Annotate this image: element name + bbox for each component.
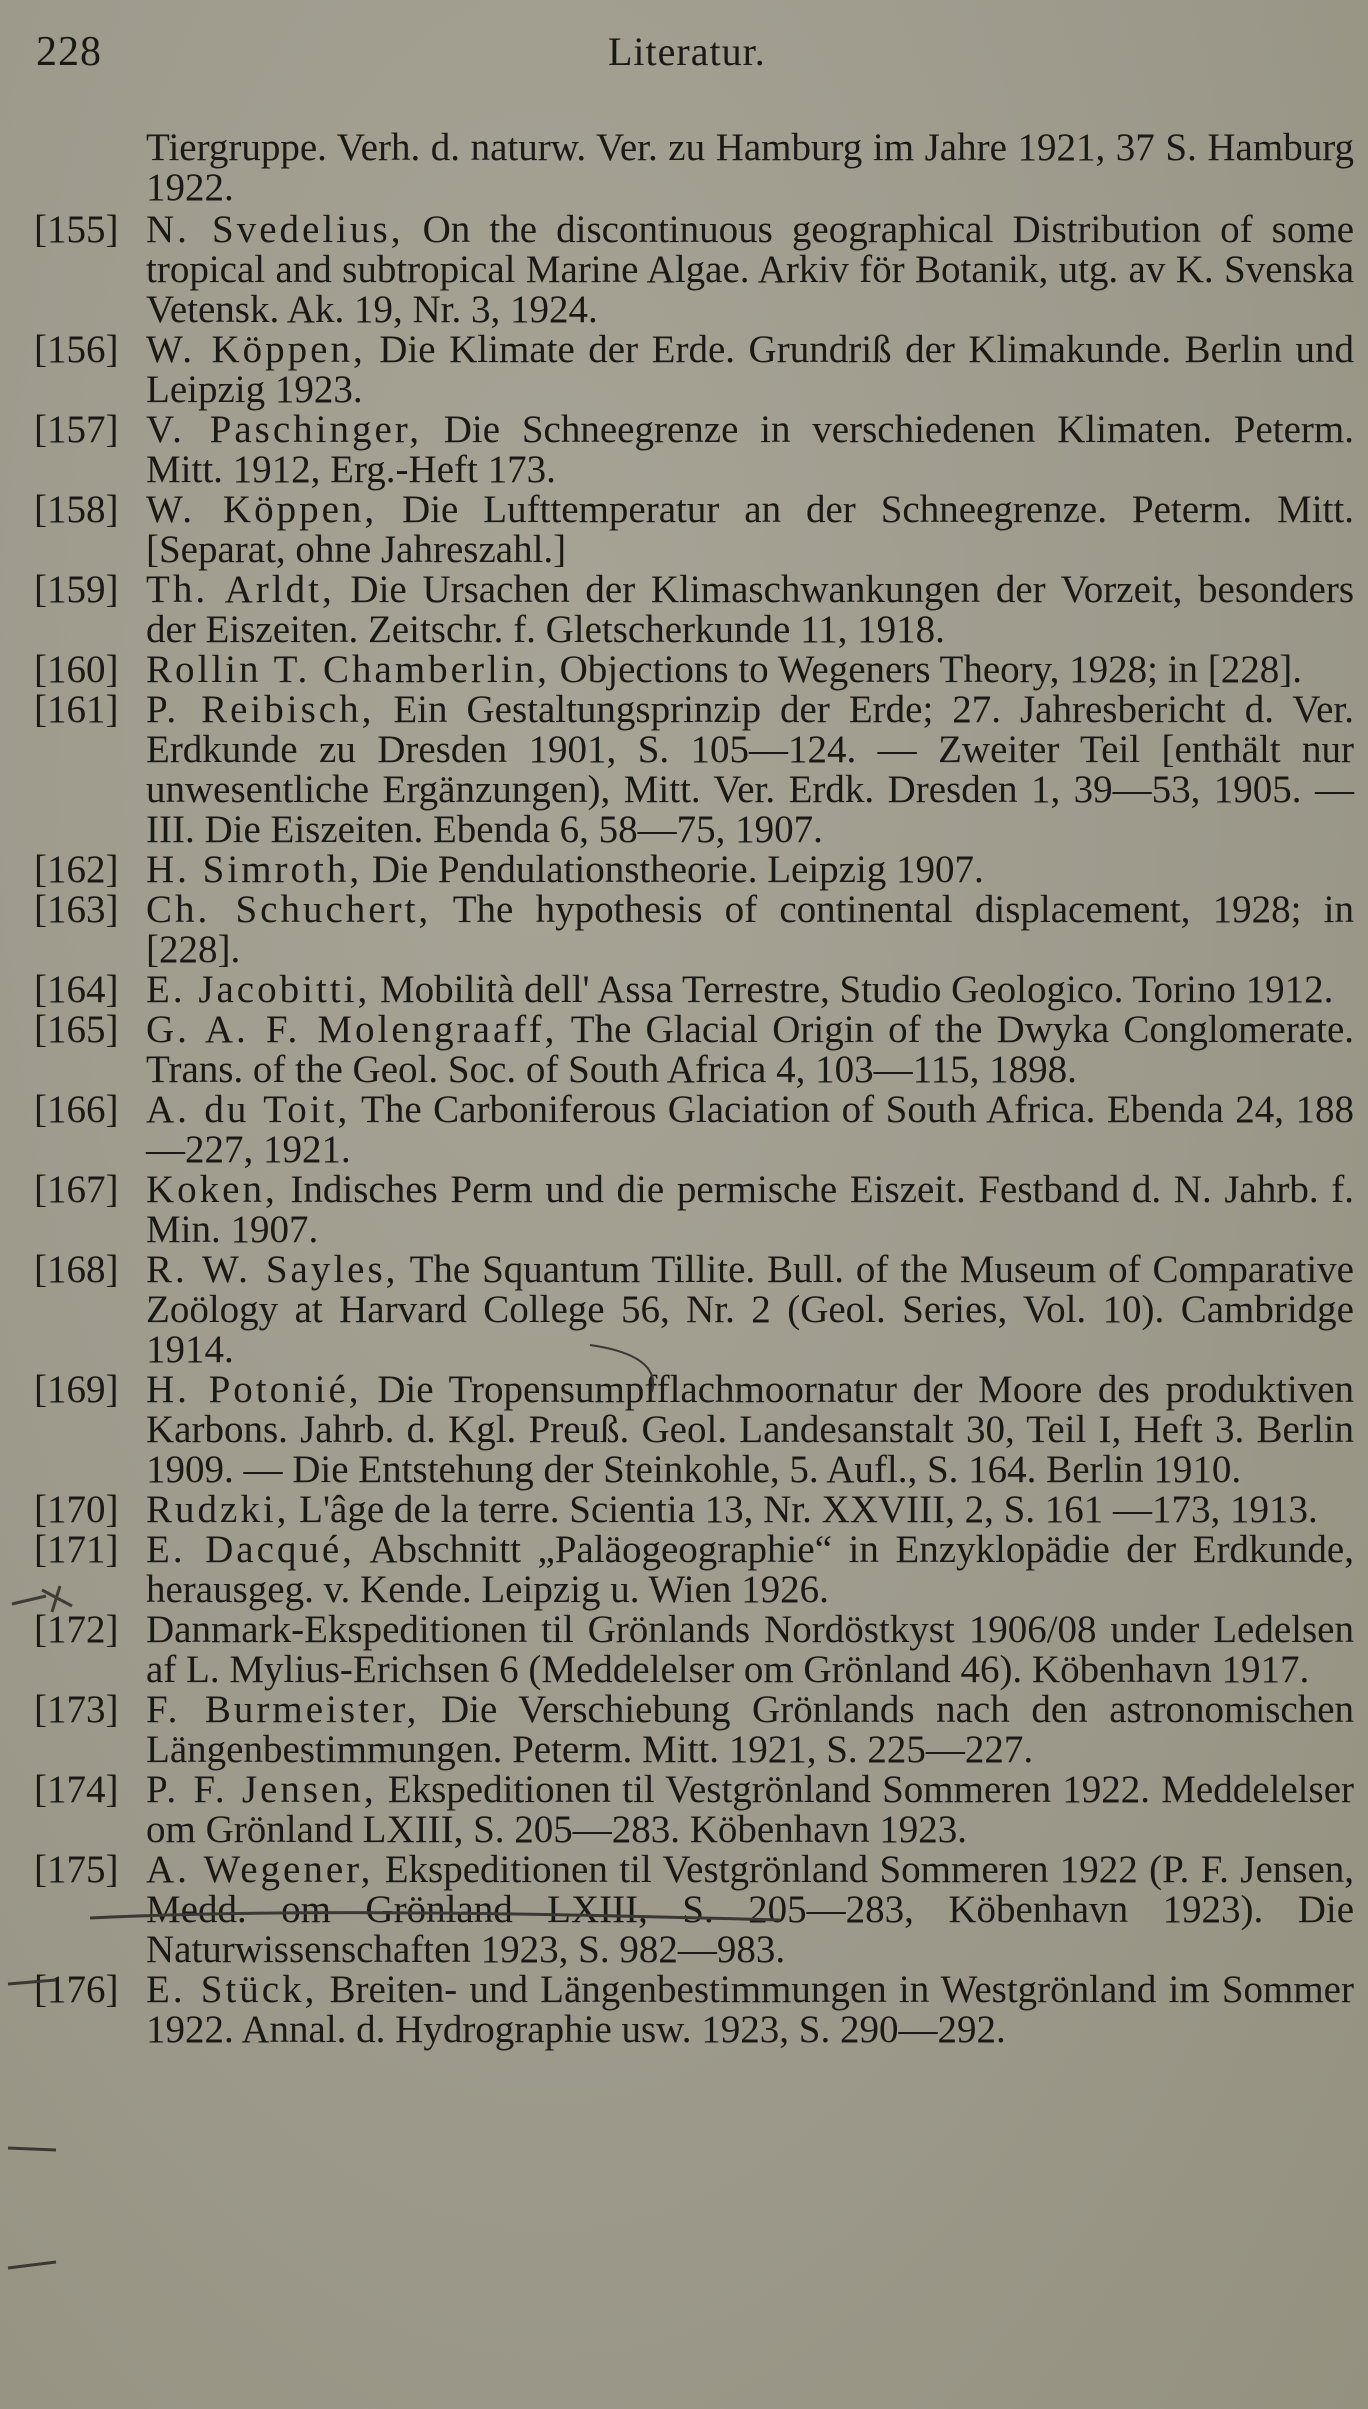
reference-number: [158]	[34, 488, 119, 531]
running-title: Literatur.	[608, 29, 766, 74]
reference-text: Objections to Wegeners Theory, 1928; in [228].	[559, 648, 1303, 691]
reference-author: W. Köppen,	[146, 328, 366, 371]
reference-author: G. A. F. Molengraaff,	[146, 1008, 558, 1051]
reference-entry-160	[0, 650, 1354, 690]
reference-entry-155	[0, 210, 1354, 330]
reference-number: [167]	[34, 1168, 119, 1211]
pencil-bracket-176	[8, 2262, 56, 2268]
reference-entry-173	[0, 1690, 1354, 1770]
reference-entry-162	[0, 850, 1354, 890]
reference-list	[0, 128, 1368, 2050]
reference-text: The Carboniferous Glaciation of South Africa. Ebenda 24, 188—227, 1921.	[146, 1088, 1355, 1171]
reference-text: On the discontinuous geographical Distribution of some tropical and subtropical Marine Algae. Arkiv för Botanik, utg. av K. Svenska Vetensk. Ak. 19, Nr. 3, 1924.	[146, 208, 1355, 331]
reference-text: Die Ursachen der Klimaschwankungen der Vorzeit, besonders der Eiszeiten. Zeitschr. f. Gletscherkunde 11, 1918.	[146, 568, 1355, 651]
reference-entry-156	[0, 330, 1354, 410]
reference-entry-174	[0, 1770, 1354, 1850]
reference-entry-176	[0, 1970, 1354, 2050]
reference-author: P. Reibisch,	[146, 688, 375, 731]
reference-author: A. Wegener,	[146, 1848, 374, 1891]
reference-text: Die Klimate der Erde. Grundriß der Klimakunde. Berlin und Leipzig 1923.	[146, 328, 1354, 411]
reference-number: [161]	[34, 688, 119, 731]
reference-number: [155]	[34, 208, 119, 251]
reference-author: E. Stück,	[146, 1968, 318, 2011]
reference-number: [165]	[34, 1008, 119, 1051]
reference-author: Koken,	[146, 1168, 278, 1211]
reference-text: Die Verschiebung Grönlands nach den astronomischen Längenbestimmungen. Peterm. Mitt. 1921, S. 225—227.	[146, 1688, 1355, 1771]
reference-entry-175	[0, 1850, 1354, 1970]
reference-text: Die Tropensumpfflachmoornatur der Moore des produktiven Karbons. Jahrb. d. Kgl. Preuß. Geol. Landesanstalt 30, Teil I, Heft 3. Berlin 1909. — Die Entstehung der Steinkohle, 5. Aufl., S. 164. Berlin 1910.	[146, 1368, 1355, 1491]
reference-text: The hypothesis of continental displacement, 1928; in [228].	[146, 888, 1354, 971]
reference-author: F. Burmeister,	[146, 1688, 420, 1731]
reference-text: The Glacial Origin of the Dwyka Conglomerate. Trans. of the Geol. Soc. of South Africa 4, 103—115, 1898.	[146, 1008, 1355, 1091]
reference-text: Breiten- und Längenbestimmungen in Westgrönland im Sommer 1922. Annal. d. Hydrographie usw. 1923, S. 290—292.	[146, 1968, 1354, 2051]
reference-text: Die Schneegrenze in verschiedenen Klimaten. Peterm. Mitt. 1912, Erg.-Heft 173.	[146, 408, 1354, 491]
reference-number: [169]	[34, 1368, 119, 1411]
reference-number: [160]	[34, 648, 119, 691]
reference-number: [173]	[34, 1688, 119, 1731]
reference-text: Abschnitt „Paläogeographie“ in Enzyklopädie der Erdkunde, herausgeg. v. Kende. Leipzig u. Wien 1926.	[146, 1528, 1354, 1611]
reference-number: [164]	[34, 968, 119, 1011]
reference-number: [162]	[34, 848, 119, 891]
reference-author: Ch. Schuchert,	[146, 888, 432, 931]
reference-author: V. Paschinger,	[146, 408, 422, 451]
reference-author: P. F. Jensen,	[146, 1768, 377, 1811]
reference-text: Indisches Perm und die permische Eiszeit. Festband d. N. Jahrb. f. Min. 1907.	[146, 1168, 1355, 1251]
reference-entry-168	[0, 1250, 1354, 1370]
reference-text: Ekspeditionen til Vestgrönland Sommeren 1922 (P. F. Jensen, Medd. om Grönland LXIII, S. 205—283, Köbenhavn 1923). Die Naturwissenschaften 1923, S. 982—983.	[146, 1848, 1355, 1971]
reference-author: Rudzki,	[146, 1488, 290, 1531]
reference-author: H. Potonié,	[146, 1368, 362, 1411]
reference-number: [170]	[34, 1488, 119, 1531]
reference-entry-164	[0, 970, 1354, 1010]
reference-entry-171	[0, 1530, 1354, 1610]
pencil-bracket-175	[8, 2148, 56, 2150]
reference-number: [176]	[34, 1968, 119, 2011]
reference-number: [166]	[34, 1088, 119, 1131]
reference-number: [163]	[34, 888, 119, 931]
reference-text: Die Lufttemperatur an der Schneegrenze. Peterm. Mitt. [Separat, ohne Jahreszahl.]	[146, 488, 1354, 571]
reference-entry-165	[0, 1010, 1354, 1090]
reference-entry-161	[0, 690, 1354, 850]
reference-text: Danmark-Ekspeditionen til Grönlands Nordöstkyst 1906/08 under Ledelsen af L. Mylius-Erichsen 6 (Meddelelser om Grönland 46). Köbenhavn 1917.	[146, 1608, 1354, 1691]
reference-number: [171]	[34, 1528, 119, 1571]
reference-entry-172	[0, 1610, 1354, 1690]
reference-author: A. du Toit,	[146, 1088, 351, 1131]
reference-entry-170	[0, 1490, 1354, 1530]
reference-author: E. Jacobitti,	[146, 968, 371, 1011]
page-number: 228	[36, 29, 102, 75]
reference-continuation: Tiergruppe. Verh. d. naturw. Ver. zu Hamburg im Jahre 1921, 37 S. Hamburg 1922.	[146, 126, 1354, 209]
reference-text: Ekspeditionen til Vestgrönland Sommeren 1922. Meddelelser om Grönland LXIII, S. 205—283. Köbenhavn 1923.	[146, 1768, 1354, 1851]
reference-entry-158	[0, 490, 1354, 570]
reference-number: [174]	[34, 1768, 119, 1811]
reference-author: R. W. Sayles,	[146, 1248, 399, 1291]
reference-number: [175]	[34, 1848, 119, 1891]
reference-text: Ein Gestaltungsprinzip der Erde; 27. Jahresbericht d. Ver. Erdkunde zu Dresden 1901, S. 105—124. — Zweiter Teil [enthält nur unwesentliche Ergänzungen), Mitt. Ver. Erdk. Dresden 1, 39—53, 1905. — III. Die Eiszeiten. Ebenda 6, 58—75, 1907.	[146, 688, 1354, 851]
reference-entry-167	[0, 1170, 1354, 1250]
reference-author: Rollin T. Chamberlin,	[146, 648, 550, 691]
reference-number: [156]	[34, 328, 119, 371]
reference-author: Th. Arldt,	[146, 568, 335, 611]
reference-text: The Squantum Tillite. Bull. of the Museum of Comparative Zoölogy at Harvard College 56, Nr. 2 (Geol. Series, Vol. 10). Cambridge 1914.	[146, 1248, 1354, 1371]
reference-entry-157	[0, 410, 1354, 490]
reference-entry-166	[0, 1090, 1354, 1170]
reference-author: E. Dacqué,	[146, 1528, 355, 1571]
reference-entry-163	[0, 890, 1354, 970]
reference-number: [159]	[34, 568, 119, 611]
reference-entry-169	[0, 1370, 1354, 1490]
reference-text: Mobilità dell' Assa Terrestre, Studio Geologico. Torino 1912.	[379, 968, 1334, 1011]
reference-number: [172]	[34, 1608, 119, 1651]
reference-author: N. Svedelius,	[146, 208, 404, 251]
reference-text: Die Pendulationstheorie. Leipzig 1907.	[371, 848, 984, 891]
reference-author: W. Köppen,	[146, 488, 378, 531]
reference-text: L'âge de la terre. Scientia 13, Nr. XXVIII, 2, S. 161 —173, 1913.	[299, 1488, 1318, 1531]
reference-number: [168]	[34, 1248, 119, 1291]
reference-number: [157]	[34, 408, 119, 451]
reference-author: H. Simroth,	[146, 848, 363, 891]
reference-entry-159	[0, 570, 1354, 650]
